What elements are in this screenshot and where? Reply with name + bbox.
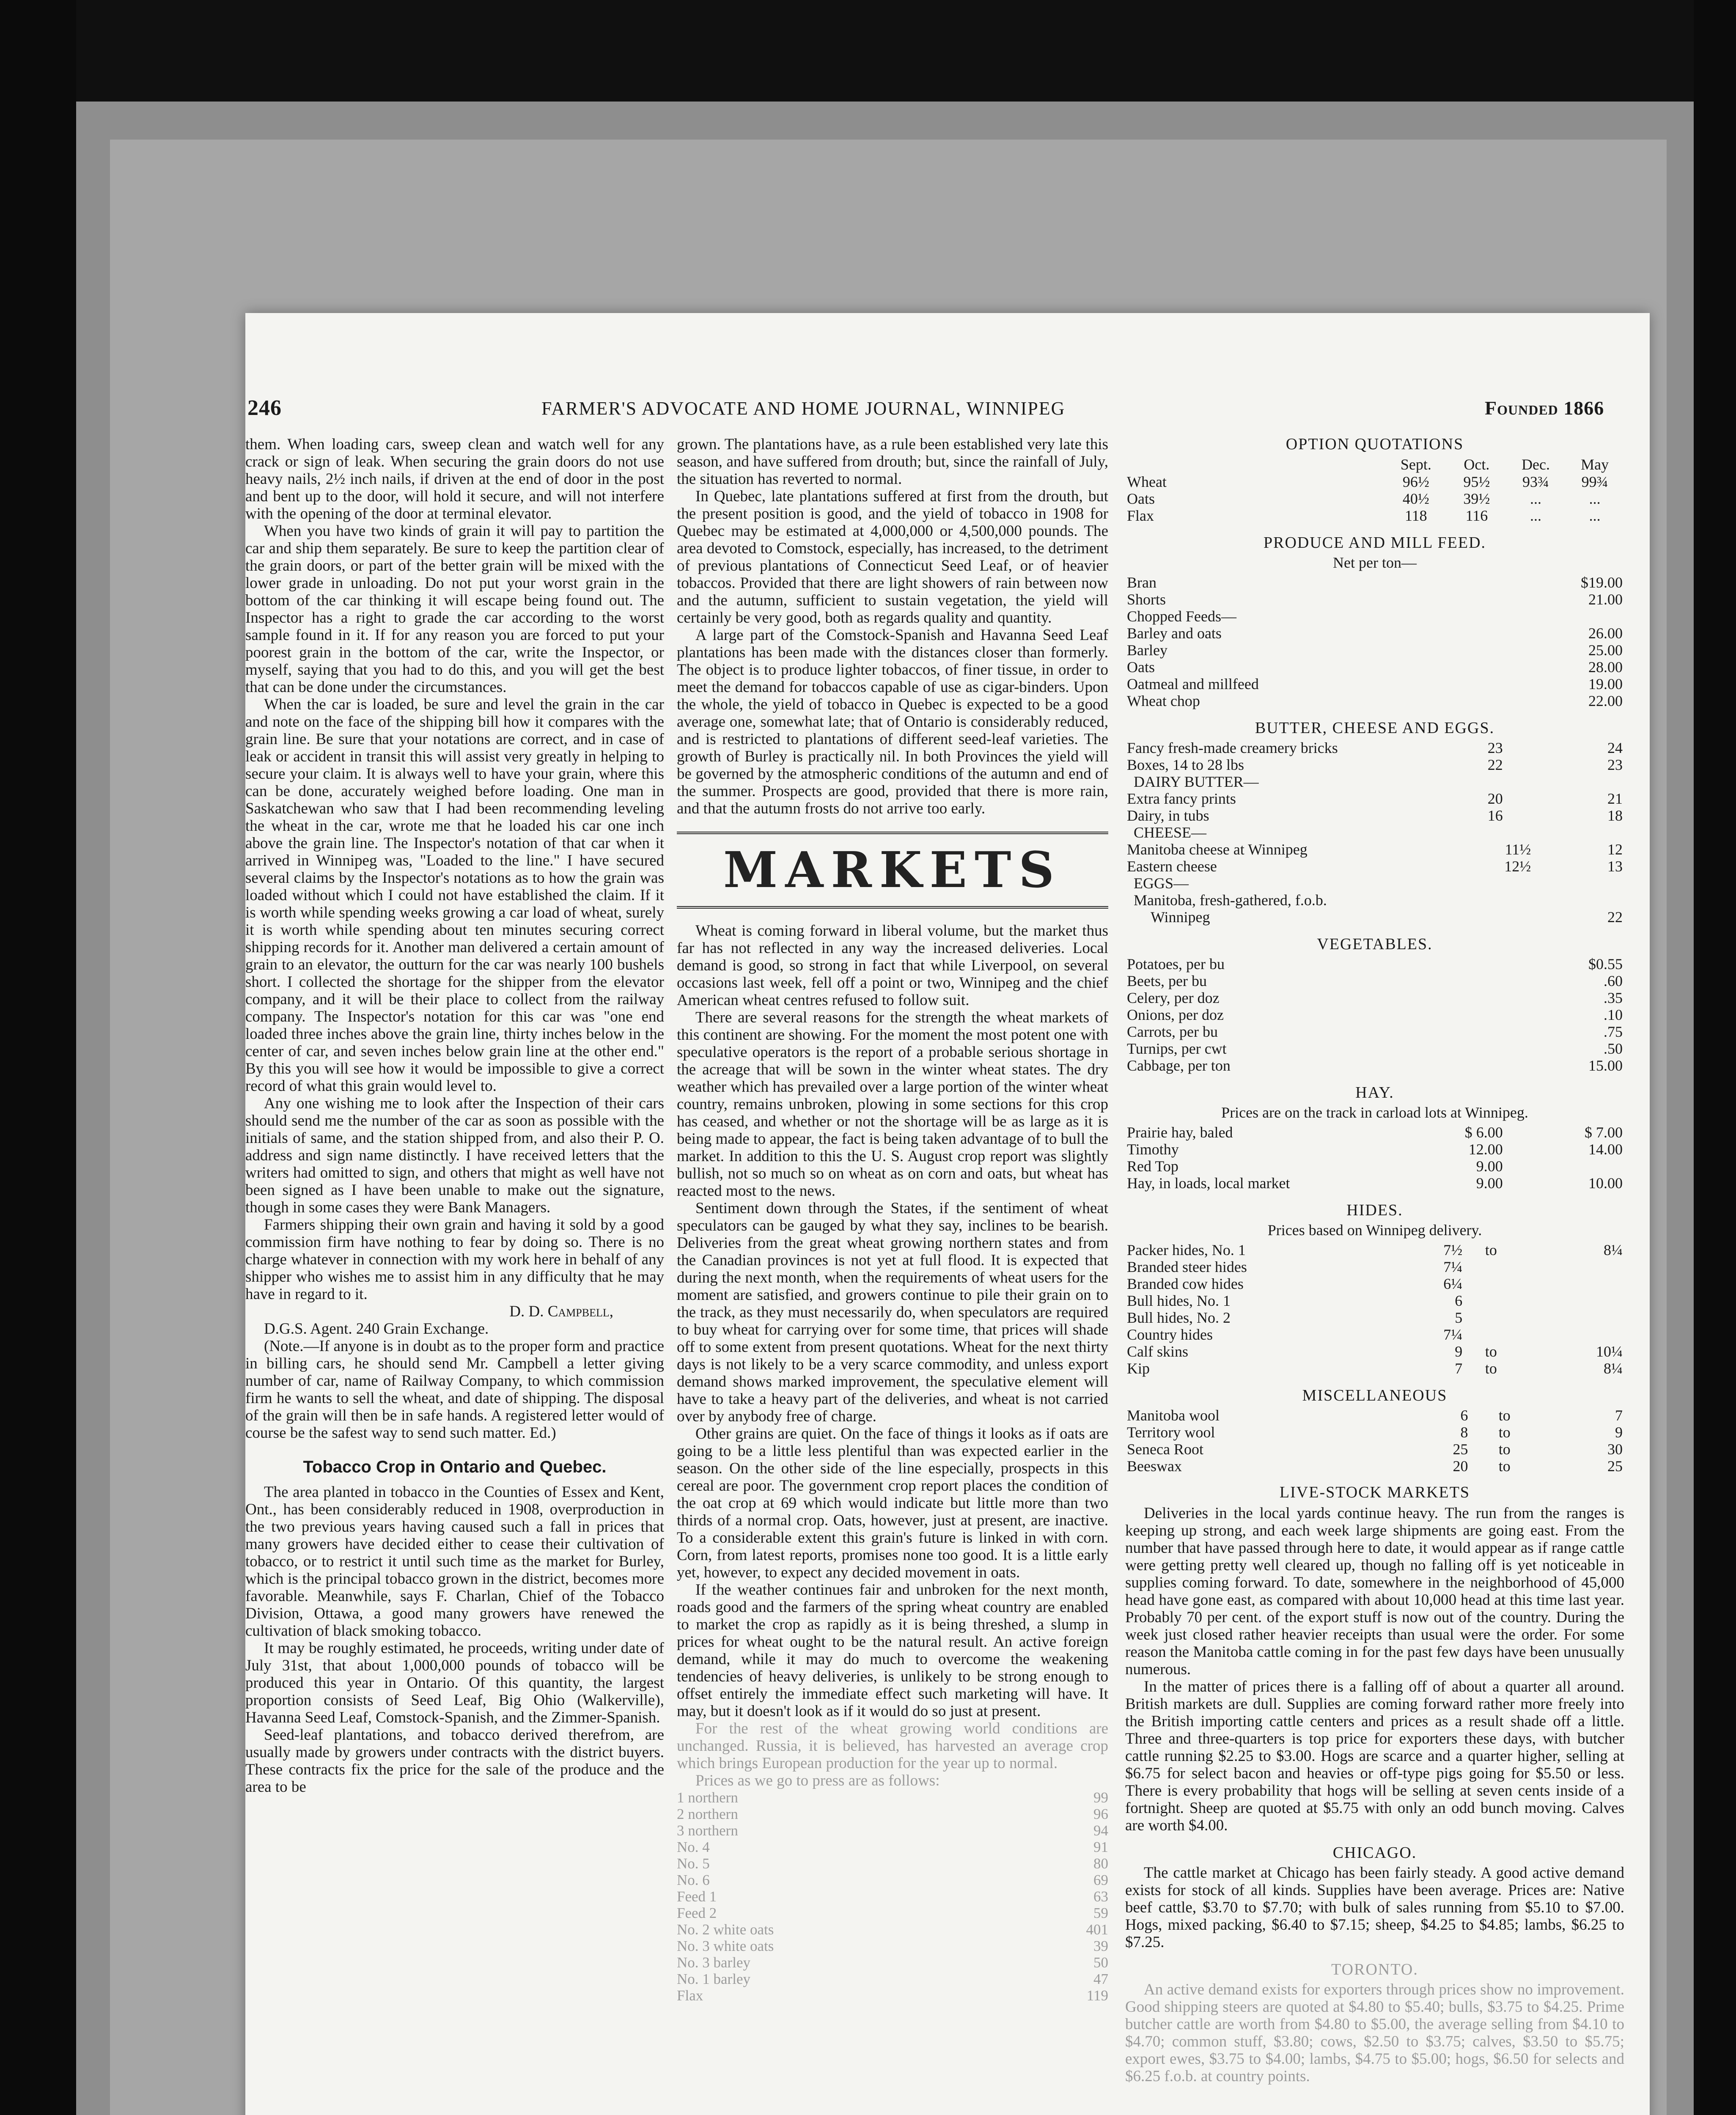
- row-label: Wheat: [1127, 473, 1167, 490]
- section-note: Net per ton—: [1333, 554, 1417, 571]
- row-value-high: [1518, 1258, 1624, 1275]
- table-row: [1125, 1242, 1624, 1258]
- row-label: Manitoba cheese at Winnipeg: [1127, 841, 1307, 858]
- grade-label: Feed 1: [677, 1888, 717, 1905]
- row-value-low: 12.00: [1468, 1141, 1503, 1158]
- row-label: Red Top: [1127, 1158, 1178, 1175]
- table-row: [1125, 1309, 1624, 1326]
- table-row: [1125, 642, 1624, 659]
- row-value: 93¾: [1522, 473, 1549, 490]
- paragraph: Seed-leaf plantations, and tobacco derived therefrom, are usually made by growers under contracts with the district buyers. These contracts fix the price for the sale of the produce and the area to be: [245, 1726, 664, 1796]
- paragraph: A large part of the Comstock-Spanish and Havanna Seed Leaf plantations has been made with the distances closer than formerly. The object is to produce lighter tobaccos, of finer tissue, in order to meet the demand for tobaccos capable of use as cigar-binders. Upon the whole, the yield of tobacco in Quebec is expected to be a good average one, somewhat late; that of Ontario is considerably reduced, and is restricted to plantations of different seed-leaf varieties. The growth of Burley is practically nil. In both Provinces the yield will be governed by the atmospheric conditions of the autumn and end of the summer. Prospects are good, provided that there is more rain, and that the autumn frosts do not arrive too early.: [677, 626, 1108, 817]
- row-label: Beeswax: [1127, 1458, 1182, 1475]
- row-label: Beets, per bu: [1127, 972, 1207, 989]
- table-row: [677, 1971, 1108, 1987]
- table-row: [1125, 1040, 1624, 1057]
- paragraph: The cattle market at Chicago has been fairly steady. A good active demand exists for stock of all kinds. Supplies have been average. Prices are: Native beef cattle, $3.70 to $7.70; with bulk of sales running from $5.10 to $7.00. Hogs, mixed packing, $6.40 to $7.15; sheep, $4.25 to $4.85; lambs, $6.25 to $7.25.: [1125, 1864, 1624, 1951]
- row-label: Bran: [1127, 574, 1156, 591]
- table-row: [1125, 1326, 1624, 1343]
- table-row: [677, 1987, 1108, 2004]
- section-note: Prices are on the track in carload lots at Winnipeg.: [1221, 1104, 1528, 1121]
- row-label: Celery, per doz: [1127, 989, 1220, 1006]
- row-value: 22: [1607, 909, 1623, 926]
- grade-price: 119: [1086, 1987, 1108, 2004]
- row-label: Branded steer hides: [1127, 1258, 1247, 1275]
- table-row: [677, 1872, 1108, 1888]
- row-label: Barley and oats: [1127, 625, 1222, 642]
- row-value: 96½: [1402, 473, 1429, 490]
- row-label: Eastern cheese: [1127, 858, 1217, 875]
- section-title: VEGETABLES.: [1317, 935, 1433, 953]
- hay-table: [1125, 1124, 1624, 1192]
- paragraph: In the matter of prices there is a falling off of about a quarter all around. British markets are dull. Supplies are coming forward rather more freely into the British importing cattle centers and prices as a result shade off a little. Three and three-quarters is top price for exporters these days, with butcher cattle running $2.25 to $3.00. Hogs are scarce and a quarter higher, selling at $6.75 for select bacon and heavies or off-type pigs going for $5.50 or less. There is every probability that hogs will be selling at seven cents inside of a fortnight. Sheep are quoted at $5.75 with only an odd bunch moving. Calves are worth $4.00.: [1125, 1678, 1624, 1834]
- table-row: [1125, 1006, 1624, 1023]
- butter-table: [1125, 739, 1624, 773]
- row-label: Seneca Root: [1127, 1441, 1203, 1458]
- table-row: [1125, 676, 1624, 692]
- paragraph: It may be roughly estimated, he proceeds, writing under date of July 31st, that about 1,000,000 pounds of tobacco will be produced this year in Ontario. Of this quantity, the largest proportion consists of Seed Leaf, Big Ohio (Walkerville), Havanna Seed Leaf, Comstock-Spanish, and the Zimmer-Spanish.: [245, 1640, 664, 1726]
- section-note: Prices based on Winnipeg delivery.: [1267, 1222, 1482, 1239]
- table-row: [1125, 1057, 1624, 1074]
- section-title: TORONTO.: [1331, 1961, 1418, 1978]
- row-value-high: [1505, 1158, 1624, 1175]
- table-row: [677, 1921, 1108, 1938]
- table-row: [1125, 507, 1624, 524]
- section-title: PRODUCE AND MILL FEED.: [1263, 534, 1486, 552]
- row-label: Prairie hay, baled: [1127, 1124, 1233, 1141]
- row-value: 116: [1465, 507, 1488, 524]
- vegetables-table: [1125, 956, 1624, 1074]
- paragraph: In Quebec, late plantations suffered at first from the drouth, but the present position is good, and the yield of tobacco in 1908 for Quebec may be estimated at 4,000,000 or 4,500,000 pounds. The area devoted to Comstock, especially, has increased, to the detriment of previous plantations of Connecticut Seed Leaf, or of heavier tobaccos. Provided that there are light showers of rain between now and the autumn, sufficient to sustain vegetation, the yield will certainly be very good, both as regards quality and quantity.: [677, 488, 1108, 626]
- section-title: OPTION QUOTATIONS: [1286, 435, 1464, 453]
- group-label: CHEESE—: [1134, 824, 1207, 841]
- table-row: [1125, 608, 1624, 625]
- range-word: [1464, 1258, 1518, 1275]
- misc-table: [1125, 1407, 1624, 1475]
- table-row: [677, 1938, 1108, 1954]
- film-right-border: [1694, 0, 1736, 2115]
- grade-label: 3 northern: [677, 1822, 738, 1839]
- row-label: Winnipeg: [1151, 909, 1210, 926]
- grade-label: 1 northern: [677, 1789, 738, 1806]
- row-value-low: 6: [1460, 1407, 1468, 1424]
- row-value-high: 7: [1615, 1407, 1623, 1424]
- row-value-high: 13: [1607, 858, 1623, 875]
- table-row: [677, 1954, 1108, 1971]
- row-value-low: 8: [1460, 1424, 1468, 1441]
- option-quotations-table: [1125, 456, 1624, 524]
- row-value: 25.00: [1588, 642, 1623, 659]
- hides-table: [1125, 1242, 1624, 1377]
- table-row: [1125, 756, 1624, 773]
- range-word: to: [1498, 1441, 1511, 1458]
- row-label: Flax: [1127, 507, 1154, 524]
- founded-label: Founded 1866: [1485, 397, 1604, 419]
- paragraph: When you have two kinds of grain it will pay to partition the car and ship them separately. Be sure to keep the partition clear of the grain doors, or part of the better grain will be mixed with the lower grade in unloading. Do not put your worst grain in the bottom of the car thinking it will escape being found out. The Inspector has a right to grade the car according to the worst sample found in it. If for any reason you are forced to put your poorest grain in the bottom of the car, write the Inspector, or myself, saying that you had to do this, and you will get the best that can be done under the circumstances.: [245, 522, 664, 696]
- table-row: [1125, 989, 1624, 1006]
- column-header: Sept.: [1400, 456, 1431, 473]
- row-label: Fancy fresh-made creamery bricks: [1127, 739, 1338, 756]
- row-value-high: 18: [1607, 807, 1623, 824]
- row-value-low: 9: [1455, 1343, 1463, 1360]
- row-value-low: 7¼: [1443, 1258, 1463, 1275]
- row-label: Kip: [1127, 1360, 1150, 1377]
- row-value: ...: [1589, 490, 1601, 507]
- row-label: Onions, per doz: [1127, 1006, 1224, 1023]
- paragraph: them. When loading cars, sweep clean and watch well for any crack or sign of leak. When securing the grain doors do not use heavy nails, 2½ inch nails, if driven at the end of door in the post and bent up to the door, will hold it secure, and will not interfere with the opening of the door at terminal elevator.: [245, 436, 664, 522]
- grade-label: No. 3 white oats: [677, 1938, 774, 1954]
- row-value-low: 7: [1455, 1360, 1463, 1377]
- section-title: HAY.: [1355, 1084, 1394, 1101]
- row-value-low: 7½: [1443, 1242, 1463, 1258]
- row-value: .60: [1604, 972, 1623, 989]
- table-row: [1125, 692, 1624, 709]
- paragraph: Deliveries in the local yards continue heavy. The run from the ranges is keeping up strong, and each week large shipments are going east. From the number that have passed through here to date, it would appear as if range cattle were getting pretty well cleared up, though no falling off is yet noticeable in supplies coming forward. To date, somewhere in the neighborhood of 45,000 head have gone east, as compared with about 10,000 head at this time last year. Probably 70 per cent. of the export stuff is now out of the country. During the week just closed rather heavier receipts than usual were the order. For some reason the Manitoba cattle coming in for the past few days have been unusually numerous.: [1125, 1505, 1624, 1678]
- row-value-low: 6¼: [1443, 1275, 1463, 1292]
- table-row: [1125, 1441, 1624, 1458]
- table-row: [1125, 1141, 1624, 1158]
- row-value: ...: [1530, 490, 1542, 507]
- eggs-table: [1125, 909, 1624, 926]
- table-row: [677, 1905, 1108, 1921]
- grade-price: 69: [1093, 1872, 1108, 1888]
- row-value-low: 5: [1455, 1309, 1463, 1326]
- row-value: $19.00: [1581, 574, 1623, 591]
- table-row: [1125, 1258, 1624, 1275]
- row-value: ...: [1530, 507, 1542, 524]
- page-number: 246: [247, 396, 282, 420]
- signature-title: D.G.S. Agent. 240 Grain Exchange.: [264, 1320, 489, 1338]
- grade-label: No. 1 barley: [677, 1971, 750, 1987]
- range-word: [1464, 1292, 1518, 1309]
- row-value: ...: [1589, 507, 1601, 524]
- grade-price: 96: [1093, 1806, 1108, 1822]
- row-value-high: 14.00: [1588, 1141, 1623, 1158]
- grade-price: 91: [1093, 1839, 1108, 1855]
- row-value: .50: [1604, 1040, 1623, 1057]
- table-row: [677, 1888, 1108, 1905]
- row-value: 26.00: [1588, 625, 1623, 642]
- column-3: [1125, 436, 1624, 2085]
- grade-label: No. 5: [677, 1855, 710, 1872]
- table-row: [1125, 1275, 1624, 1292]
- section-title: HIDES.: [1346, 1201, 1403, 1219]
- row-value-low: 20: [1453, 1458, 1468, 1475]
- range-word: to: [1485, 1360, 1497, 1377]
- row-value-high: 8¼: [1604, 1242, 1623, 1258]
- table-row: [677, 1806, 1108, 1822]
- row-value: 21.00: [1588, 591, 1623, 608]
- row-label: Territory wool: [1127, 1424, 1215, 1441]
- column-1: [245, 436, 664, 1796]
- row-value-low: 9.00: [1476, 1175, 1503, 1192]
- table-row: [1125, 1458, 1624, 1475]
- row-label: Extra fancy prints: [1127, 790, 1236, 807]
- grade-price: 39: [1093, 1938, 1108, 1954]
- row-value: 15.00: [1588, 1057, 1623, 1074]
- markets-heading: MARKETS: [723, 841, 1062, 899]
- row-label: Turnips, per cwt: [1127, 1040, 1227, 1057]
- paragraph: For the rest of the wheat growing world conditions are unchanged. Russia, it is believed, has harvested an average crop which brings European production for the year up to normal.: [677, 1720, 1108, 1772]
- row-value: 19.00: [1588, 676, 1623, 692]
- column-header: May: [1581, 456, 1609, 473]
- table-row: [1125, 1023, 1624, 1040]
- row-label: Boxes, 14 to 28 lbs: [1127, 756, 1244, 773]
- row-value: 22.00: [1588, 692, 1623, 709]
- table-row: [1125, 790, 1624, 807]
- row-value: [1385, 608, 1624, 625]
- grade-price: 63: [1093, 1888, 1108, 1905]
- row-label: Carrots, per bu: [1127, 1023, 1218, 1040]
- row-value: 99¾: [1581, 473, 1608, 490]
- column-header: Oct.: [1464, 456, 1490, 473]
- table-row: [1125, 574, 1624, 591]
- table-row: [1125, 659, 1624, 676]
- table-row: [677, 1839, 1108, 1855]
- paragraph: The area planted in tobacco in the Counties of Essex and Kent, Ont., has been considerably reduced in 1908, overproduction in the two previous years having caused such a fall in prices that many growers have decided either to cease their cultivation of tobacco, or to restrict it until such time as the market for Burley, which is the principal tobacco grown in the district, becomes more favorable. Meanwhile, says F. Charlan, Chief of the Tobacco Division, Ottawa, a good many growers have renewed the cultivation of black smoking tobacco.: [245, 1483, 664, 1640]
- row-value-low: 25: [1453, 1441, 1468, 1458]
- row-label: Oats: [1127, 490, 1155, 507]
- table-row: [1125, 1407, 1624, 1424]
- row-value-high: [1518, 1275, 1624, 1292]
- section-title: MISCELLANEOUS: [1302, 1387, 1448, 1404]
- range-word: [1464, 1326, 1518, 1343]
- row-label: Timothy: [1127, 1141, 1179, 1158]
- page-header: [245, 313, 1650, 420]
- row-label: Branded cow hides: [1127, 1275, 1244, 1292]
- row-label: Calf skins: [1127, 1343, 1189, 1360]
- row-value-low: 11½: [1505, 841, 1531, 858]
- row-value-high: 21: [1607, 790, 1623, 807]
- row-label: Cabbage, per ton: [1127, 1057, 1231, 1074]
- range-word: to: [1498, 1424, 1511, 1441]
- table-row: [1125, 807, 1624, 824]
- row-value: 28.00: [1588, 659, 1623, 676]
- table-row: [1125, 739, 1624, 756]
- paragraph: There are several reasons for the strength the wheat markets of this continent are showing. For the moment the most potent one with speculative operators is the report of a probable serious shortage in the acreage that will be sown in the winter wheat states. The dry weather which has prevailed over a large portion of the winter wheat country, remains unbroken, plowing in some sections for this crop has ceased, and whether or not the shortage will be as large as it is being made to appear, the fact is being taken advantage of to bull the market. In addition to this the U. S. August crop report was slightly bullish, not so much so on wheat as on corn and oats, but wheat has reacted most to the news.: [677, 1009, 1108, 1200]
- row-label: Manitoba wool: [1127, 1407, 1220, 1424]
- row-value: $0.55: [1588, 956, 1623, 972]
- paragraph: Sentiment down through the States, if the sentiment of wheat speculators can be gauged by what they say, inclines to be bearish. Deliveries from the great wheat growing northern states and from the Canadian provinces is not yet at full flood. It is expected that during the next month, when the requirements of wheat users for the moment are satisfied, and growers continue to pile their grain on to the track, as they must necessarily do, when speculators are required to buy wheat for carrying over for some time, that prices will shade off to some extent from present quotations. Wheat for the next thirty days is not likely to be a very scarce commodity, and unless export demand shows marked improvement, the speculative element will have to take a heavy part of the deliveries, and wheat is not carried over by anybody free of charge.: [677, 1200, 1108, 1425]
- table-row: [1125, 841, 1624, 858]
- range-word: [1464, 1275, 1518, 1292]
- column-2: [677, 436, 1108, 2004]
- group-label: DAIRY BUTTER—: [1134, 773, 1259, 790]
- markets-banner: [677, 832, 1108, 909]
- row-label: Potatoes, per bu: [1127, 956, 1225, 972]
- row-label: Bull hides, No. 2: [1127, 1309, 1231, 1326]
- row-value-low: 6: [1455, 1292, 1463, 1309]
- paragraph: grown. The plantations have, as a rule been established very late this season, and have suffered from drouth; but, since the rainfall of July, the situation has reverted to normal.: [677, 436, 1108, 488]
- row-label: Country hides: [1127, 1326, 1213, 1343]
- row-value-high: [1518, 1309, 1624, 1326]
- section-title: LIVE-STOCK MARKETS: [1279, 1483, 1470, 1501]
- row-label: Bull hides, No. 1: [1127, 1292, 1231, 1309]
- prices-intro: Prices as we go to press are as follows:: [695, 1772, 940, 1789]
- row-value-high: 8¼: [1604, 1360, 1623, 1377]
- table-row: [1125, 1343, 1624, 1360]
- paragraph: Farmers shipping their own grain and having it sold by a good commission firm have nothing to fear by doing so. There is no charge whatever in connection with my work here in behalf of any shipper who wishes me to assist him in any difficulty that he may have in regard to it.: [245, 1216, 664, 1303]
- paragraph: An active demand exists for exporters through prices show no improvement. Good shipping steers are quoted at $4.80 to $5.40; bulls, $3.75 to $4.25. Prime butcher cattle are worth from $4.80 to $5.00, the average selling from $4.10 to $4.70; common stuff, $3.80; cows, $2.50 to $3.75; calves, $3.50 to $5.75; export ewes, $3.75 to $4.00; lambs, $4.75 to $5.00; hogs, $6.50 for selects and $6.25 f.o.b. at country points.: [1125, 1981, 1624, 2085]
- row-value: 40½: [1402, 490, 1429, 507]
- produce-table: [1125, 574, 1624, 709]
- row-value-high: [1518, 1326, 1624, 1343]
- row-label: Barley: [1127, 642, 1167, 659]
- row-label: Oatmeal and millfeed: [1127, 676, 1259, 692]
- row-value: .75: [1604, 1023, 1623, 1040]
- grade-price: 50: [1093, 1954, 1108, 1971]
- table-row: [1125, 625, 1624, 642]
- row-value-low: 22: [1487, 756, 1503, 773]
- row-value-low: 16: [1487, 807, 1503, 824]
- column-header: Dec.: [1522, 456, 1550, 473]
- group-label: EGGS—: [1134, 875, 1189, 892]
- row-value-low: 20: [1487, 790, 1503, 807]
- table-row: [1125, 1175, 1624, 1192]
- grade-label: Feed 2: [677, 1905, 717, 1921]
- table-row: [1125, 1292, 1624, 1309]
- grade-price: 401: [1086, 1921, 1108, 1938]
- table-row: [677, 1822, 1108, 1839]
- cheese-table: [1125, 841, 1624, 875]
- grade-label: No. 3 barley: [677, 1954, 750, 1971]
- table-row: [1125, 1424, 1624, 1441]
- row-value-low: 23: [1487, 739, 1503, 756]
- grade-price: 80: [1093, 1855, 1108, 1872]
- paragraph: Wheat is coming forward in liberal volume, but the market thus far has not reflected in any way the increased deliveries. Local demand is good, so strong in fact that while Liverpool, on several occasions last week, fell off a point or two, Winnipeg and the chief American wheat centres refused to follow suit.: [677, 922, 1108, 1009]
- row-label: Wheat chop: [1127, 692, 1200, 709]
- row-label: Shorts: [1127, 591, 1166, 608]
- row-value-high: $ 7.00: [1585, 1124, 1623, 1141]
- film-top-border: [0, 0, 1736, 102]
- row-value: .10: [1604, 1006, 1623, 1023]
- row-value-high: 10¼: [1596, 1343, 1623, 1360]
- range-word: to: [1498, 1458, 1511, 1475]
- grade-price: 99: [1093, 1789, 1108, 1806]
- row-label: Chopped Feeds—: [1127, 608, 1236, 625]
- grade-label: No. 4: [677, 1839, 710, 1855]
- row-value: 95½: [1463, 473, 1490, 490]
- signature: D. D. Campbell,: [509, 1303, 613, 1320]
- section-title: CHICAGO.: [1332, 1844, 1417, 1862]
- row-value-high: [1518, 1292, 1624, 1309]
- row-value-high: 12: [1607, 841, 1623, 858]
- eggs-line: Manitoba, fresh-gathered, f.o.b.: [1134, 892, 1327, 909]
- range-word: to: [1498, 1407, 1511, 1424]
- row-value-low: 9.00: [1476, 1158, 1503, 1175]
- row-value-high: 9: [1615, 1424, 1623, 1441]
- range-word: to: [1485, 1343, 1497, 1360]
- row-label: Packer hides, No. 1: [1127, 1242, 1246, 1258]
- table-row: [1125, 972, 1624, 989]
- table-row: [1125, 1124, 1624, 1141]
- table-row: [677, 1789, 1108, 1806]
- table-row: [677, 1855, 1108, 1872]
- film-left-border: [0, 0, 76, 2115]
- section-title: BUTTER, CHEESE AND EGGS.: [1255, 719, 1495, 737]
- table-row: [1125, 1158, 1624, 1175]
- journal-title: FARMER'S ADVOCATE AND HOME JOURNAL, WINNIPEG: [541, 398, 1066, 419]
- newspaper-page: [245, 313, 1650, 2115]
- article-heading: Tobacco Crop in Ontario and Quebec.: [303, 1458, 607, 1476]
- row-value-high: 23: [1607, 756, 1623, 773]
- table-row: [1125, 858, 1624, 875]
- row-value-low: 7¼: [1443, 1326, 1463, 1343]
- row-value-high: 24: [1607, 739, 1623, 756]
- row-value-low: 12½: [1504, 858, 1531, 875]
- paragraph: (Note.—If anyone is in doubt as to the proper form and practice in billing cars, he should send Mr. Campbell a letter giving number of car, name of Railway Company, to which commission firm he wants to sell the wheat, and date of shipping. The disposal of the grain will then be in safe hands. A registered letter would of course be the safest way to send such matter. Ed.): [245, 1338, 664, 1442]
- row-value-low: $ 6.00: [1464, 1124, 1503, 1141]
- paragraph: If the weather continues fair and unbroken for the next month, roads good and the farmers of the spring wheat country are enabled to market the crop as rapidly as it is being threshed, a slump in prices for wheat ought to be the natural result. An active foreign demand, while it may do much to overcome the weakening tendencies of heavy deliveries, is unlikely to be strong enough to offset entirely the immediate effect such marketing will have. It may, but it doesn't look as if it would do so just at present.: [677, 1581, 1108, 1720]
- cash-price-table: [677, 1789, 1108, 2004]
- table-row: [1125, 490, 1624, 507]
- range-word: to: [1485, 1242, 1497, 1258]
- grade-price: 59: [1093, 1905, 1108, 1921]
- grade-label: No. 2 white oats: [677, 1921, 774, 1938]
- range-word: [1464, 1309, 1518, 1326]
- grade-label: Flax: [677, 1987, 703, 2004]
- paragraph: Other grains are quiet. On the face of things it looks as if oats are going to be a little less plentiful than was expected earlier in the season. On the other side of the line especially, prospects in this cereal are poor. The government crop report places the condition of the oat crop at 69 which would indicate but little more than two thirds of a normal crop. Oats, however, just at present, are inactive. To a considerable extent this grain's future is linked in with corn. Corn, from latest reports, promises none too good. It is a little early yet, however, to expect any decided movement in oats.: [677, 1425, 1108, 1581]
- row-value: 118: [1405, 507, 1427, 524]
- table-row: [1125, 473, 1624, 490]
- grade-label: 2 northern: [677, 1806, 738, 1822]
- row-value: 39½: [1463, 490, 1490, 507]
- row-label: Oats: [1127, 659, 1155, 676]
- row-value-high: 30: [1607, 1441, 1623, 1458]
- dairy-table: [1125, 790, 1624, 824]
- row-label: Dairy, in tubs: [1127, 807, 1209, 824]
- grade-price: 47: [1093, 1971, 1108, 1987]
- paragraph: When the car is loaded, be sure and level the grain in the car and note on the face of the shipping bill how it compares with the grain line. Be sure that your notations are correct, and in case of leak or accident in transit this will assist very greatly in helping to secure your claim. It is always well to have your grain, where this can be done, accurately weighed before loading. One man in Saskatchewan who saw that I had been recommending leveling the wheat in the car, wrote me that he loaded his car one inch above the grain line. The Inspector's notation of that car when it arrived in Winnipeg was, "Loaded to the line." I have secured several claims by the Inspector's notations as to how the grain was loaded without which I could not have established the claim. If it is worth while spending weeks growing a car load of wheat, surely it is worth while spending about ten minutes securing correct shipping records for it. Another man delivered a certain amount of grain to an elevator, the outturn for the car was nearly 100 bushels short. I collected the shortage for the shipper from the elevator company, and it will be their place to collect from the railway company. The Inspector's notation for this car was "one end loaded three inches above the grain line, thirty inches below in the center of car, and seven inches below grain line at the other end." By this you will see how it would be impossible to give a correct record of what this grain would level to.: [245, 696, 664, 1095]
- grade-label: No. 6: [677, 1872, 710, 1888]
- row-value-high: 10.00: [1588, 1175, 1623, 1192]
- paragraph: Any one wishing me to look after the Inspection of their cars should send me the number of the car as soon as possible with the initials of same, and the station shipped from, and also their P. O. address and sign name distinctly. I have received letters that the writers had omitted to sign, and others that might as well have not been signed as I have been unable to make out the signature, though in some cases they were Bank Managers.: [245, 1095, 664, 1216]
- grade-price: 94: [1093, 1822, 1108, 1839]
- table-row: [1125, 1360, 1624, 1377]
- row-label: Hay, in loads, local market: [1127, 1175, 1290, 1192]
- table-row: [1125, 591, 1624, 608]
- row-value-high: 25: [1607, 1458, 1623, 1475]
- row-value: .35: [1604, 989, 1623, 1006]
- table-row: [1125, 956, 1624, 972]
